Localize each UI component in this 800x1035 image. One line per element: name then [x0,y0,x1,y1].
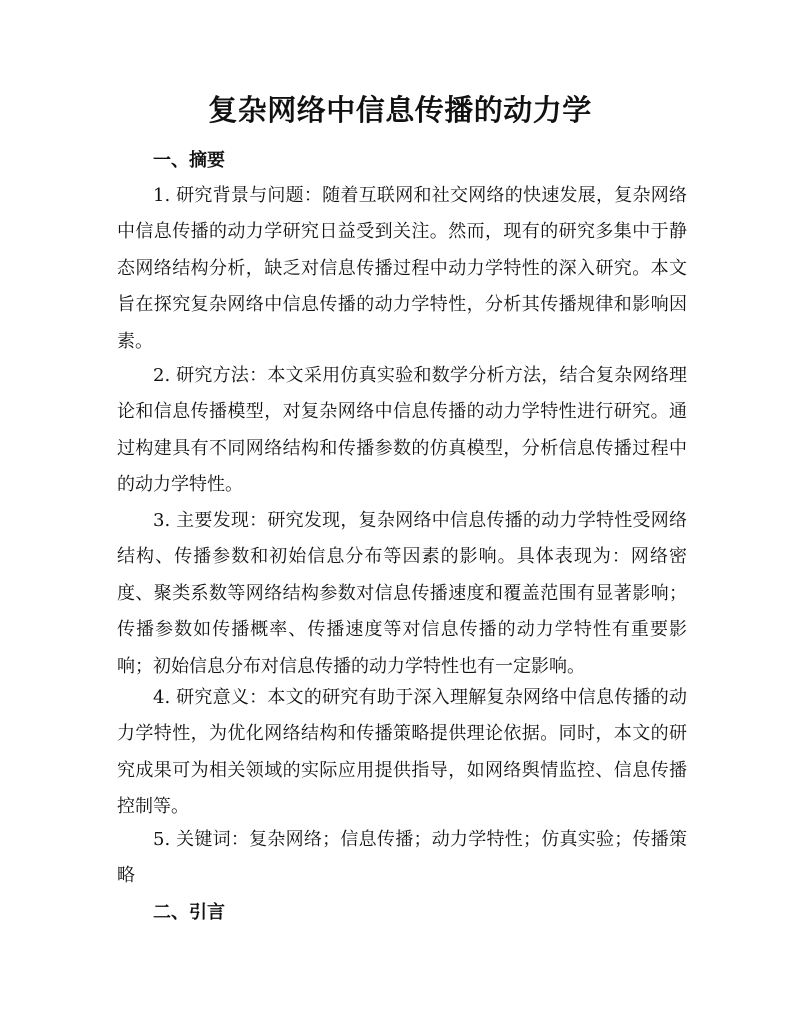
abstract-paragraph-background: 1. 研究背景与问题：随着互联网和社交网络的快速发展，复杂网络中信息传播的动力学研究日益受到关注。然而，现有的研究多集中于静态网络结构分析，缺乏对信息传播过程中动力学特性的深入研究。本文旨在探究复杂网络中信息传播的动力学特性，分析其传播规律和影响因素。 [117,185,687,352]
abstract-paragraph-findings: 3. 主要发现：研究发现，复杂网络中信息传播的动力学特性受网络结构、传播参数和初始信息分布等因素的影响。具体表现为：网络密度、聚类系数等网络结构参数对信息传播速度和覆盖范围有显著影响；传播参数如传播概率、传播速度等对信息传播的动力学特性有重要影响；初始信息分布对信息传播的动力学特性也有一定影响。 [117,510,687,677]
document-title: 复杂网络中信息传播的动力学 [208,93,592,127]
section-heading-introduction: 二、引言 [153,902,225,923]
abstract-paragraph-significance: 4. 研究意义：本文的研究有助于深入理解复杂网络中信息传播的动力学特性，为优化网络结构和传播策略提供理论依据。同时，本文的研究成果可为相关领域的实际应用提供指导，如网络舆情监控、信息传播控制等。 [117,687,687,818]
abstract-paragraph-keywords: 5. 关键词：复杂网络；信息传播；动力学特性；仿真实验；传播策略 [117,829,687,887]
section-heading-abstract: 一、摘要 [153,150,225,171]
abstract-paragraph-methods: 2. 研究方法：本文采用仿真实验和数学分析方法，结合复杂网络理论和信息传播模型，对复杂网络中信息传播的动力学特性进行研究。通过构建具有不同网络结构和传播参数的仿真模型，分析信息传播过程中的动力学特性。 [117,365,687,496]
